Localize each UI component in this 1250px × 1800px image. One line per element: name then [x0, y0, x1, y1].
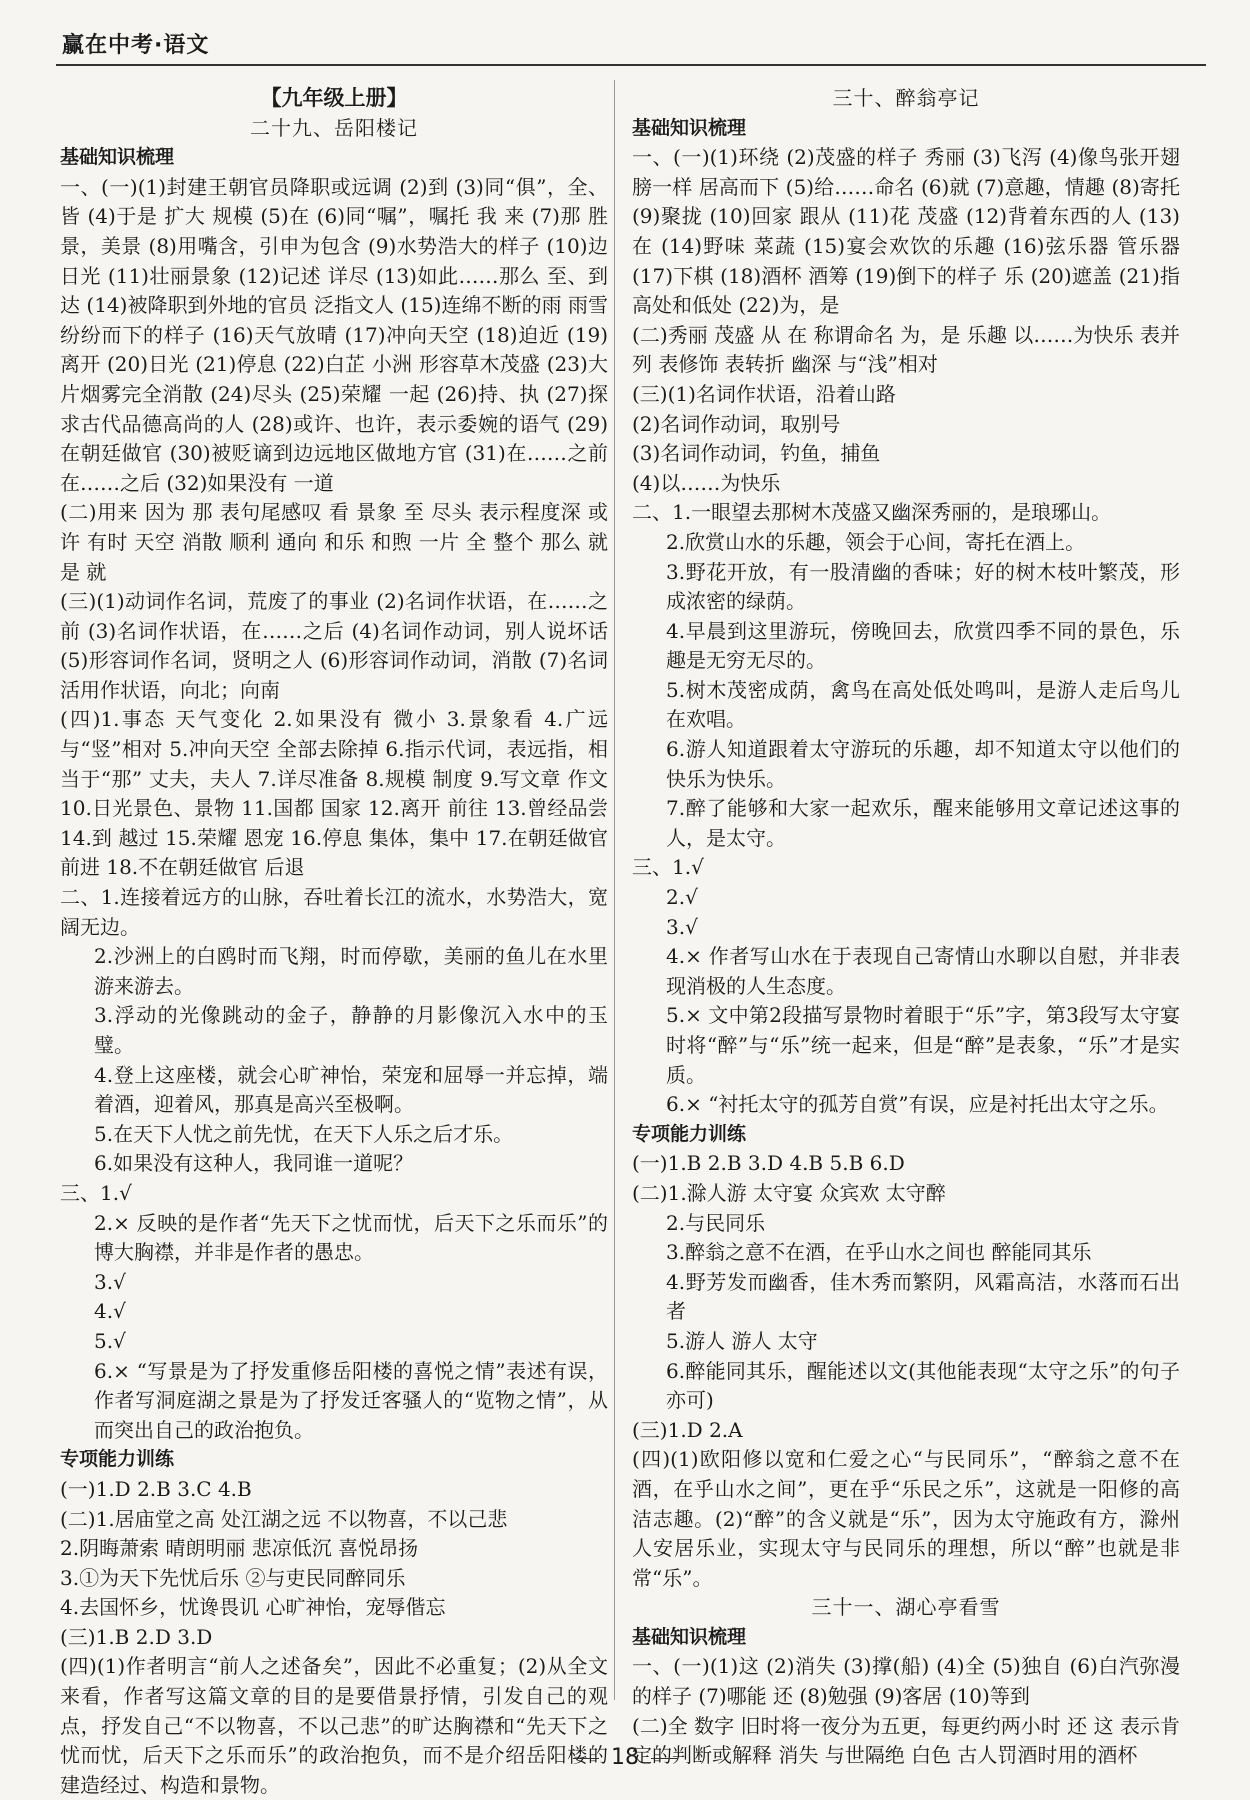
- answer-paragraph: 一、(一)(1)这 (2)消失 (3)撑(船) (4)全 (5)独自 (6)白汽弥漫的样子 (7)哪能 还 (8)勉强 (9)客居 (10)等到: [632, 1654, 1180, 1709]
- answer-paragraph: 6.× “衬托太守的孤芳自赏”有误，应是衬托出太守之乐。: [666, 1092, 1169, 1117]
- answer-paragraph: 6.如果没有这种人，我同谁一道呢？: [94, 1151, 414, 1176]
- column-divider: [614, 80, 615, 1700]
- answer-paragraph: 4.野芳发而幽香，佳木秀而繁阴，风霜高洁，水落而石出者: [666, 1269, 1180, 1324]
- answer-paragraph: (二)1.滁人游 太守宴 众宾欢 太守醉: [632, 1180, 946, 1205]
- answer-paragraph: 5.在天下人忧之前先忧，在天下人乐之后才乐。: [94, 1121, 514, 1146]
- answer-paragraph: (三)1.D 2.A: [632, 1417, 743, 1442]
- answer-paragraph: 2.与民同乐: [666, 1210, 766, 1235]
- answer-paragraph: (2)名词作动词，取别号: [632, 411, 841, 436]
- answer-paragraph: 4.去国怀乡，忧谗畏讥 心旷神怡，宠辱偕忘: [60, 1595, 446, 1620]
- chapter-title: 三十、醉翁亭记: [832, 86, 980, 110]
- answer-paragraph: 一、(一)(1)封建王朝官员降职或远调 (2)到 (3)同“俱”，全、皆 (4)于是 扩大 规模 (5)在 (6)同“嘱”，嘱托 我 来 (7)那 胜景，美景 (8)用嘴含，引申为包含 (9)水势浩大的样子 (10)边 日光 (11)壮丽景象 (12)记述 详尽 (13)如此……那么 至、到达 (14)被降职到外地的官员 泛指文人 (15)连绵不断的雨 雨雪纷纷而下的样子 (16)天气放晴 (17)冲向天空 (18)迫近 (19)离开 (20)日光 (21)停息 (22)白芷 小洲 形容草木茂盛 (23)大片烟雾完全消散 (24)尽头 (25)荣耀 一起 (26)持、执 (27)探求古代品德高尚的人 (28)或许、也许，表示委婉的语气 (29)在朝廷做官 (30)被贬谪到边远地区做地方官 (31)在……之前 在……之后 (32)如果没有 一道: [60, 174, 608, 495]
- left-column: [60, 84, 608, 1800]
- answer-paragraph: 4.登上这座楼，就会心旷神怡，荣宠和屈辱一并忘掉，端着酒，迎着风，那真是高兴至极啊。: [94, 1062, 608, 1117]
- answer-paragraph: (二)全 数字 旧时将一夜分为五更，每更约两小时 还 这 表示肯定的判断或解释 消失 与世隔绝 白色 古人罚酒时用的酒杯: [632, 1713, 1180, 1768]
- answer-paragraph: 一、(一)(1)环绕 (2)茂盛的样子 秀丽 (3)飞泻 (4)像鸟张开翅膀一样 居高而下 (5)给……命名 (6)就 (7)意趣，情趣 (8)寄托 (9)聚拢 (10)回家 跟从 (11)花 茂盛 (12)背着东西的人 (13)在 (14)野味 菜蔬 (15)宴会欢饮的乐趣 (16)弦乐器 管乐器 (17)下棋 (18)酒杯 酒筹 (19)倒下的样子 乐 (20)遮盖 (21)指高处和低处 (22)为，是: [632, 145, 1180, 318]
- section-heading: 专项能力训练: [632, 1122, 747, 1145]
- answer-paragraph: 5.√: [94, 1328, 126, 1353]
- answer-paragraph: (三)(1)名词作状语，沿着山路: [632, 381, 896, 406]
- answer-paragraph: (二)用来 因为 那 表句尾感叹 看 景象 至 尽头 表示程度深 或许 有时 天空 消散 顺利 通向 和乐 和煦 一片 全 整个 那么 就是 就: [60, 500, 608, 584]
- answer-paragraph: 4.√: [94, 1299, 126, 1324]
- section-heading: 基础知识梳理: [632, 1625, 747, 1648]
- answer-paragraph: 三、1.√: [60, 1180, 132, 1205]
- answer-paragraph: (二)秀丽 茂盛 从 在 称谓命名 为，是 乐趣 以……为快乐 表并列 表修饰 表转折 幽深 与“浅”相对: [632, 322, 1180, 377]
- page-footer: [0, 1745, 1250, 1770]
- right-column: [632, 84, 1180, 1771]
- answer-paragraph: 3.√: [666, 914, 698, 939]
- answer-paragraph: 6.× “写景是为了抒发重修岳阳楼的喜悦之情”表述有误，作者写洞庭湖之景是为了抒发迁客骚人的“览物之情”，从而突出自己的政治抱负。: [94, 1358, 608, 1442]
- section-heading: 专项能力训练: [60, 1448, 175, 1471]
- page-number: 18: [611, 1745, 639, 1770]
- answer-paragraph: 三、1.√: [632, 855, 704, 880]
- answer-paragraph: (4)以……为快乐: [632, 470, 781, 495]
- answer-paragraph: 2.阴晦萧索 晴朗明丽 悲凉低沉 喜悦昂扬: [60, 1536, 419, 1561]
- answer-paragraph: 5.游人 游人 太守: [666, 1328, 818, 1353]
- answer-paragraph: 2.× 反映的是作者“先天下之忧而忧，后天下之乐而乐”的博大胸襟，并非是作者的愚忠。: [94, 1210, 608, 1265]
- answer-paragraph: 二、1.连接着远方的山脉，吞吐着长江的流水，水势浩大，宽阔无边。: [60, 885, 608, 939]
- answer-paragraph: 4.早晨到这里游玩，傍晚回去，欣赏四季不同的景色，乐趣是无穷无尽的。: [666, 618, 1180, 673]
- answer-paragraph: (一)1.B 2.B 3.D 4.B 5.B 6.D: [632, 1151, 905, 1176]
- answer-paragraph: (一)1.D 2.B 3.C 4.B: [60, 1476, 252, 1501]
- section-heading: 基础知识梳理: [632, 116, 747, 139]
- footer-dash-left: [573, 1758, 599, 1759]
- answer-paragraph: (四)(1)作者明言“前人之述备矣”，因此不必重复；(2)从全文来看，作者写这篇文章的目的是要借景抒情，引发自己的观点，抒发自己“不以物喜，不以己悲”的旷达胸襟和“先天下之忧而忧，后天下之乐而乐”的政治抱负，而不是介绍岳阳楼的建造经过、构造和景物。: [60, 1654, 608, 1797]
- answer-paragraph: 7.醉了能够和大家一起欢乐，醒来能够用文章记述这事的人，是太守。: [666, 796, 1180, 850]
- answer-paragraph: 3.野花开放，有一股清幽的香味；好的树木枝叶繁茂，形成浓密的绿荫。: [666, 559, 1180, 614]
- answer-paragraph: 4.× 作者写山水在于表现自己寄情山水聊以自慰，并非表现消极的人生态度。: [666, 944, 1180, 998]
- chapter-title: 三十一、湖心亭看雪: [811, 1595, 1001, 1620]
- answer-paragraph: 3.醉翁之意不在酒，在乎山水之间也 醉能同其乐: [666, 1240, 1092, 1265]
- answer-paragraph: 二、1.一眼望去那树木茂盛又幽深秀丽的，是琅琊山。: [632, 500, 1112, 525]
- chapter-title: 二十九、岳阳楼记: [250, 115, 418, 140]
- answer-paragraph: (四)1.事态 天气变化 2.如果没有 微小 3.景象看 4.广远 与“竖”相对 5.冲向天空 全部去除掉 6.指示代词，表远指，相当于“那” 丈夫，夫人 7.详尽准备 8.规模 制度 9.写文章 作文 10.日光景色、景物 11.国都 国家 12.离开 前往 13.曾经品尝 14.到 越过 15.荣耀 恩宠 16.停息 集体，集中 17.在朝廷做官 前进 18.不在朝廷做官 后退: [60, 707, 608, 880]
- answer-paragraph: 5.树木茂密成荫，禽鸟在高处低处鸣叫，是游人走后鸟儿在欢唱。: [666, 677, 1180, 732]
- answer-paragraph: (三)1.B 2.D 3.D: [60, 1624, 213, 1649]
- answer-paragraph: 3.√: [94, 1269, 126, 1294]
- page-header-title: 赢在中考·语文: [62, 33, 210, 58]
- answer-paragraph: 2.沙洲上的白鸥时而飞翔，时而停歇，美丽的鱼儿在水里游来游去。: [94, 944, 608, 998]
- answer-paragraph: 2.欣赏山水的乐趣，领会于心间，寄托在酒上。: [666, 529, 1086, 554]
- answer-paragraph: (二)1.居庙堂之高 处江湖之远 不以物喜，不以己悲: [60, 1506, 508, 1531]
- answer-paragraph: 3.浮动的光像跳动的金子，静静的月影像沉入水中的玉璧。: [94, 1003, 608, 1057]
- answer-paragraph: 5.× 文中第2段描写景物时着眼于“乐”字，第3段写太守宴时将“醉”与“乐”统一起来，但是“醉”是表象，“乐”才是实质。: [666, 1003, 1180, 1087]
- header-rule: [56, 64, 1206, 66]
- answer-paragraph: (三)(1)动词作名词，荒废了的事业 (2)名词作状语，在……之前 (3)名词作状语，在……之后 (4)名词作动词，别人说坏话 (5)形容词作名词，贤明之人 (6)形容词作动词，消散 (7)名词活用作状语，向北；向南: [60, 589, 608, 702]
- answer-paragraph: 2.√: [666, 885, 698, 910]
- answer-paragraph: 6.游人知道跟着太守游玩的乐趣，却不知道太守以他们的快乐为快乐。: [666, 737, 1180, 791]
- answer-paragraph: (3)名词作动词，钓鱼，捕鱼: [632, 441, 881, 466]
- answer-paragraph: 3.①为天下先忧后乐 ②与吏民同醉同乐: [60, 1565, 406, 1590]
- answer-paragraph: 6.醉能同其乐，醒能述以文(其他能表现“太守之乐”的句子亦可): [666, 1358, 1180, 1413]
- section-heading: 基础知识梳理: [60, 146, 175, 169]
- footer-dash-right: [651, 1758, 677, 1759]
- answer-paragraph: (四)(1)欧阳修以宽和仁爱之心“与民同乐”，“醉翁之意不在酒，在乎山水之间”，更在乎“乐民之乐”，这就是一阳修的高洁志趣。(2)“醉”的含义就是“乐”，因为太守施政有方，滁州人安居乐业，实现太守与民同乐的理想，所以“醉”也就是非常“乐”。: [632, 1447, 1180, 1590]
- grade-heading: 【九年级上册】: [260, 86, 408, 110]
